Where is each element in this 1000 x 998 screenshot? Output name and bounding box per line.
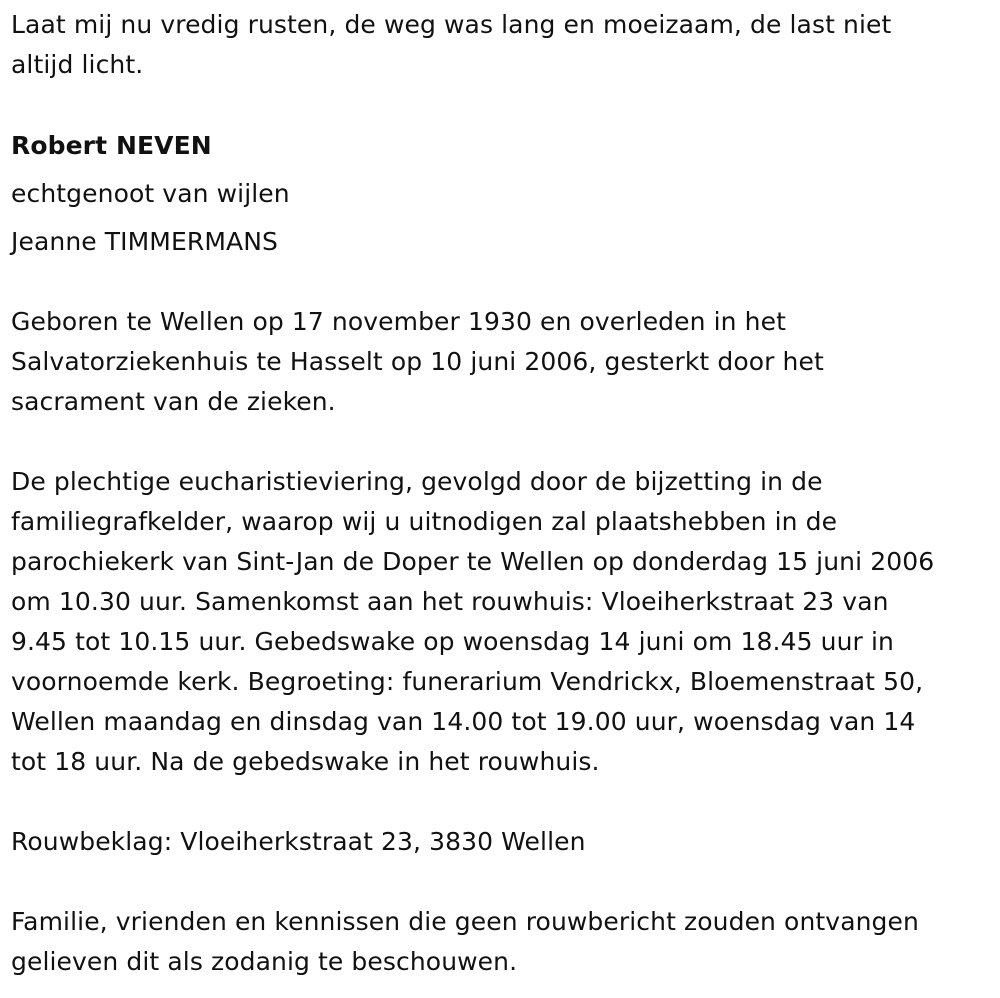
opening-verse: Laat mij nu vredig rusten, de weg was lang en moeizaam, de last niet altijd licht.: [11, 10, 892, 79]
condolence-address: Rouwbeklag: Vloeiherkstraat 23, 3830 Wellen: [11, 827, 586, 856]
spouse-name: Jeanne TIMMERMANS: [11, 227, 278, 256]
birth-death-paragraph: Geboren te Wellen op 17 november 1930 en overleden in het Salvatorziekenhuis te Hasselt op 10 juni 2006, gesterkt door het sacrament van de zieken.: [11, 307, 824, 416]
closing-notice: Familie, vrienden en kennissen die geen rouwbericht zouden ontvangen gelieven dit als zodanig te beschouwen.: [11, 907, 919, 976]
spouse-intro: echtgenoot van wijlen: [11, 179, 290, 208]
deceased-name: Robert NEVEN: [11, 131, 212, 160]
ceremony-paragraph: De plechtige eucharistieviering, gevolgd door de bijzetting in de familiegrafkelder, waarop wij u uitnodigen zal plaatshebben in de parochiekerk van Sint-Jan de Doper te Wellen op donderdag 15 juni 2006 om 10.30 uur. Samenkomst aan het rouwhuis: Vloeiherkstraat 23 van 9.45 tot 10.15 uur. Gebedswake op woensdag 14 juni om 18.45 uur in voornoemde kerk. Begroeting: funerarium Vendrickx, Bloemenstraat 50, Wellen maandag en dinsdag van 14.00 tot 19.00 uur, woensdag van 14 tot 18 uur. Na de gebedswake in het rouwhuis.: [11, 467, 935, 776]
